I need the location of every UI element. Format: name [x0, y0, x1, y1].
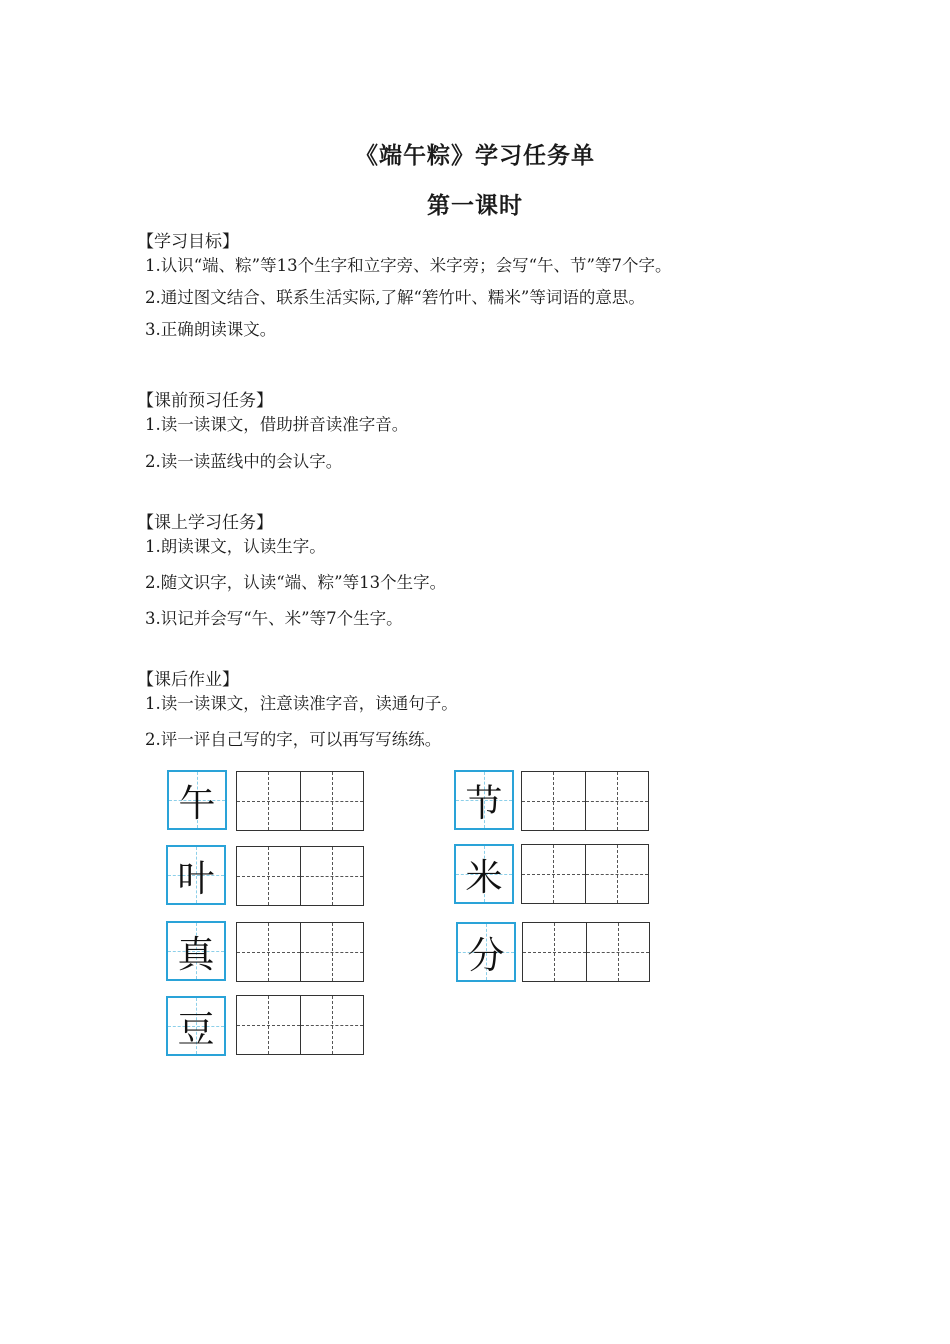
class-item: 2.随文识字，认读“端、粽”等13个生字。	[145, 573, 447, 592]
sample-char: 午	[178, 782, 216, 825]
practice-grid[interactable]	[521, 771, 649, 831]
sample-char-box	[166, 845, 226, 905]
homework-item: 1.读一读课文，注意读准字音，读通句子。	[145, 694, 458, 713]
page-title: 《端午粽》学习任务单	[355, 142, 595, 169]
practice-grid[interactable]	[236, 771, 364, 831]
class-item: 3.识记并会写“午、米”等7个生字。	[145, 609, 403, 628]
sample-char-box	[454, 844, 514, 904]
class-item: 1.朗读课文，认读生字。	[145, 537, 326, 556]
practice-grid[interactable]	[236, 995, 364, 1055]
preview-item: 2.读一读蓝线中的会认字。	[145, 452, 343, 471]
goal-item: 2.通过图文结合、联系生活实际,了解“箬竹叶、糯米”等词语的意思。	[145, 288, 645, 307]
section-heading-goals: 【学习目标】	[137, 232, 239, 252]
sample-char-box	[456, 922, 516, 982]
sample-char-box	[454, 770, 514, 830]
lesson-subtitle: 第一课时	[427, 192, 523, 219]
sample-char: 叶	[177, 857, 215, 900]
sample-char: 米	[465, 856, 503, 899]
practice-grid[interactable]	[236, 922, 364, 982]
sample-char-box	[167, 770, 227, 830]
sample-char: 节	[465, 782, 503, 825]
homework-item: 2.评一评自己写的字，可以再写写练练。	[145, 730, 442, 749]
sample-char-box	[166, 996, 226, 1056]
sample-char-box	[166, 921, 226, 981]
section-heading-preview: 【课前预习任务】	[137, 391, 273, 411]
practice-grid[interactable]	[522, 922, 650, 982]
practice-grid[interactable]	[521, 844, 649, 904]
goal-item: 3.正确朗读课文。	[145, 320, 277, 339]
section-heading-class: 【课上学习任务】	[137, 513, 273, 533]
goal-item: 1.认识“端、粽”等13个生字和立字旁、米字旁；会写“午、节”等7个字。	[145, 256, 672, 275]
sample-char: 真	[177, 933, 215, 976]
preview-item: 1.读一读课文，借助拼音读准字音。	[145, 415, 409, 434]
sample-char: 豆	[177, 1008, 215, 1051]
practice-grid[interactable]	[236, 846, 364, 906]
section-heading-homework: 【课后作业】	[137, 670, 239, 690]
sample-char: 分	[467, 934, 505, 977]
